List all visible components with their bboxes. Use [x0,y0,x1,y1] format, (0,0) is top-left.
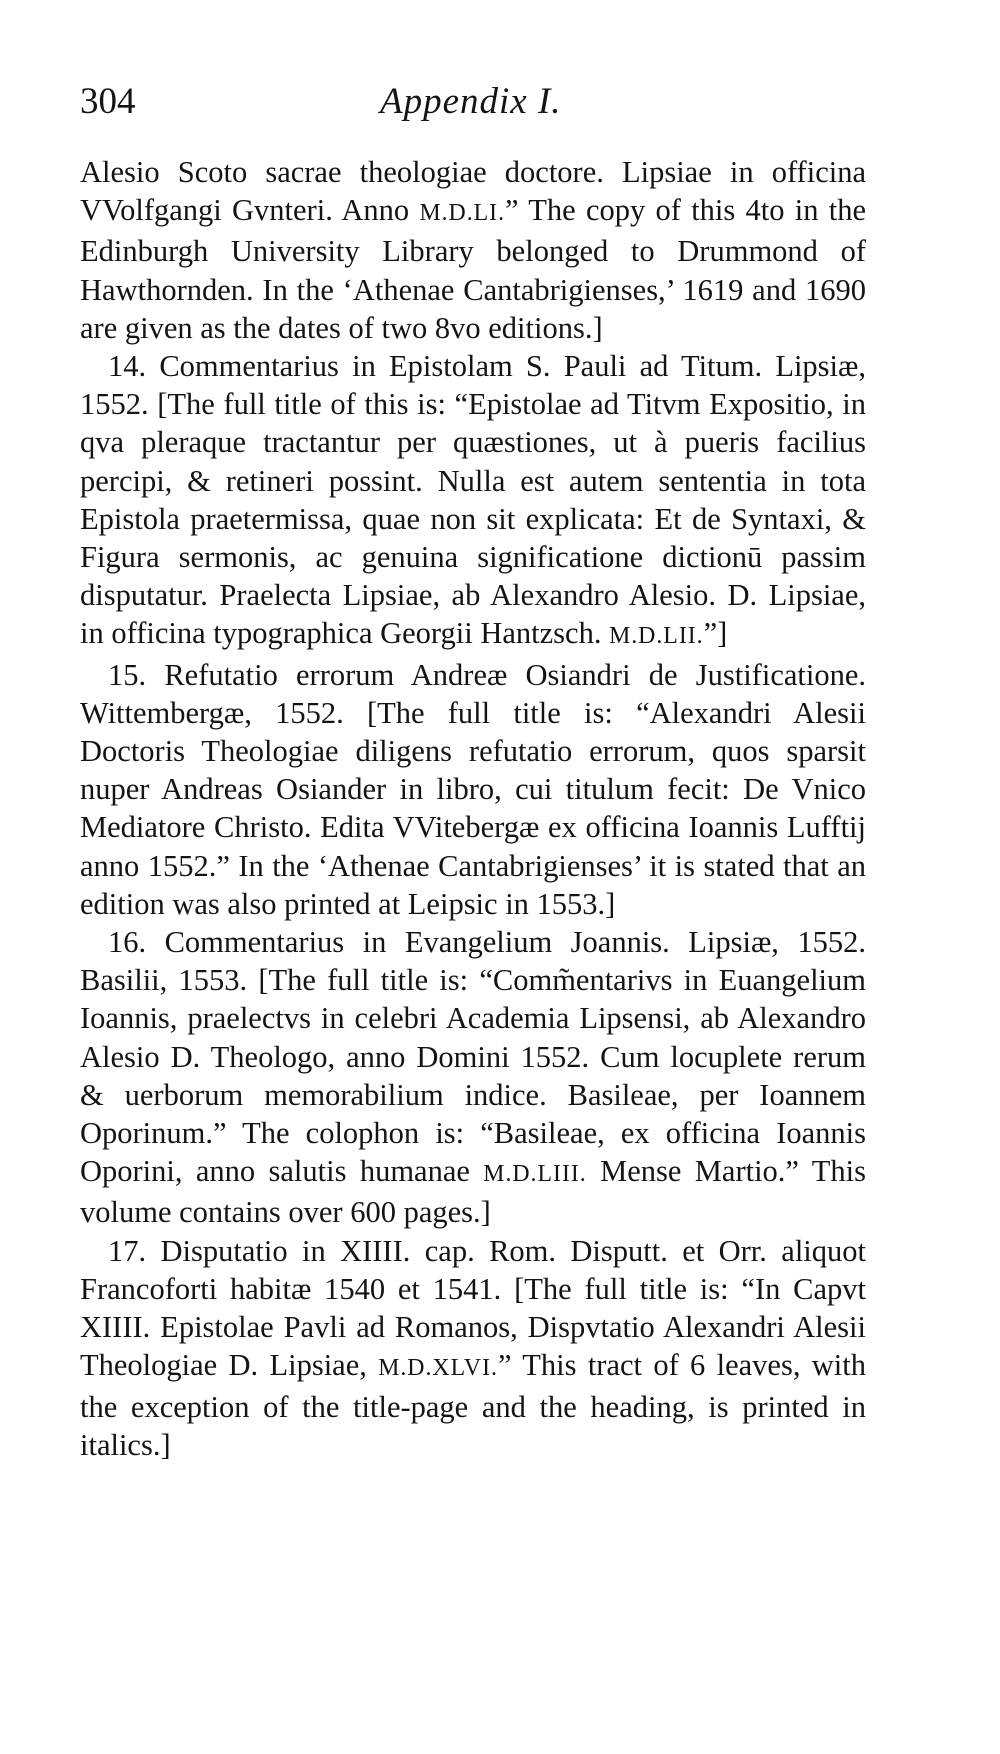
text-segment: ” This tract of 6 leaves, with the exception of the title-page and the heading, is printed in italics.] [80,1348,866,1462]
text-segment: 16. Commentarius in Evangelium Joannis. Lipsiæ, 1552. Basilii, 1553. [The full title is: “Comm̃entarivs in Euangelium Ioannis, praelectvs in celebri Academia Lipsensi, ab Alexandro Alesio D. Theologo, anno Domini 1552. Cum locuplete rerum & uerborum memorabilium indice. Basileae, per Ioannem Oporinum.” The colophon is: “Basileae, ex officina Ioannis Oporini, anno salutis humanae [80,925,866,1189]
small-caps-date: M.D.LI. [419,200,506,227]
body-text [80,153,866,1464]
entry-14 [80,347,866,656]
text-segment: 17. Disputatio in XIIII. cap. Rom. Disputt. et Orr. aliquot Francoforti habitæ 1540 et 1541. [The full title is: “In Capvt XIIII. Epistolae Pavli ad Romanos, Dispvtatio Alexandri Alesii Theologiae D. Lipsiae, [80,1233,866,1383]
entry-15 [80,656,866,923]
small-caps-date: M.D.XLVI. [378,1355,498,1382]
small-caps-date: M.D.LIII. [483,1161,587,1188]
text-segment: ”] [703,616,728,651]
text-segment: ” The copy of this 4to in the Edinburgh University Library belonged to Drummond of Hawthornden. In the ‘Athenae Cantabrigienses,’ 1619 and 1690 are given as the dates of two 8vo editions.] [80,193,866,345]
paragraph-continuation [80,153,866,347]
text-segment: Alesio Scoto sacrae theologiae doctore. Lipsiae in officina VVolfgangi Gvnteri. Anno [80,155,866,228]
entry-16 [80,923,866,1232]
running-title: Appendix I. [380,81,562,122]
text-segment: Mense Martio.” This volume contains over 600 pages.] [80,1154,867,1230]
entry-17 [80,1232,866,1464]
text-segment: 15. Refutatio errorum Andreæ Osiandri de Justificatione. Wittembergæ, 1552. [The full title is: “Alexandri Alesii Doctoris Theologiae diligens refutatio errorum, quos sparsit nuper Andreas Osiander in libro, cui titulum fecit: De Vnico Mediatore Christo. Edita VVitebergæ ex officina Ioannis Lufftij anno 1552.” In the ‘Athenae Cantabrigienses’ it is stated that an edition was also printed at Leipsic in 1553.] [80,657,866,921]
text-segment: 14. Commentarius in Epistolam S. Pauli ad Titum. Lipsiæ, 1552. [The full title of this is: “Epistolae ad Titvm Expositio, in qva pleraque tractantur per quæstiones, ut à pueris facilius percipi, & retineri possint. Nulla est autem sententia in tota Epistola praetermissa, quae non sit explicata: Et de Syntaxi, & Figura sermonis, ac genuina significatione dictionū passim disputatur. Praelecta Lipsiae, ab Alexandro Alesio. D. Lipsiae, in officina typographica Georgii Hantzsch. [80,349,866,651]
small-caps-date: M.D.LII. [609,623,704,650]
page-header [80,74,880,134]
page-number: 304 [80,81,136,122]
